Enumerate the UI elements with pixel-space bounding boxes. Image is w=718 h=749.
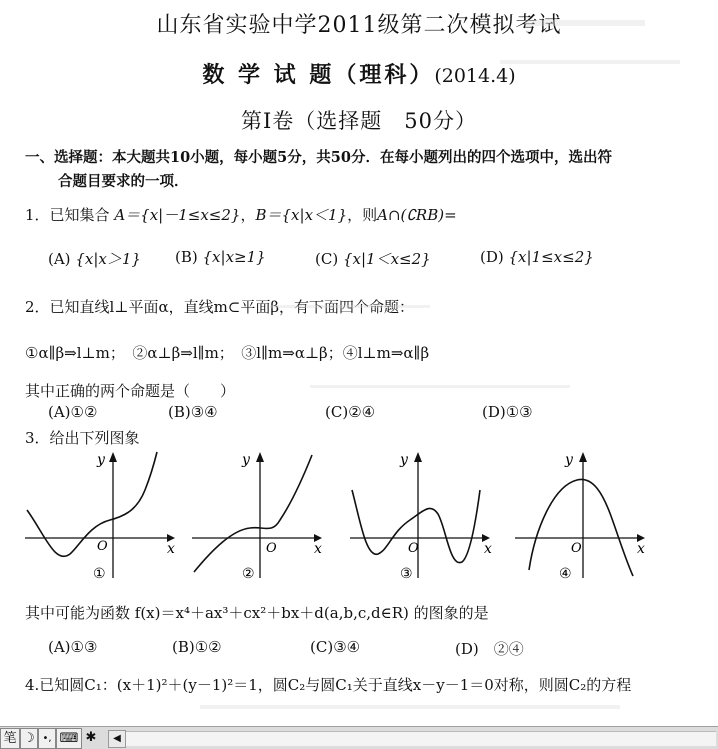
ime-mode-button[interactable]: 笔 xyxy=(0,728,20,749)
punctuation-icon[interactable]: •, xyxy=(38,728,56,749)
question-4-stem: 4.已知圆C₁：(x＋1)²＋(y－1)²＝1，圆C₂与圆C₁关于直线x－y－1＝0对称，则圆C₂的方程 xyxy=(25,676,632,694)
q1-option-c xyxy=(315,248,431,269)
scroll-left-button[interactable]: ◀ xyxy=(108,730,126,748)
graph-4-origin: O xyxy=(571,541,582,556)
q2-number: 2． xyxy=(25,298,50,316)
q2-option-b-label: (B) xyxy=(168,403,191,421)
q1-option-a xyxy=(48,248,141,269)
q3-graph-2 xyxy=(192,450,342,582)
q2-stem: 已知直线l⊥平面α，直线m⊂平面β，有下面四个命题： xyxy=(49,298,415,316)
exam-date: (2014.4) xyxy=(434,65,516,87)
q3-graphs xyxy=(20,450,700,590)
q1-option-b-text: {x|x≥1} xyxy=(202,248,266,266)
graph-4-x-label: x xyxy=(637,541,645,557)
keyboard-icon[interactable]: ⌨ xyxy=(56,728,82,749)
scan-noise xyxy=(310,385,570,388)
q2-option-a-text: ①② xyxy=(70,403,98,421)
q1-expression: A∩(∁RB)= xyxy=(377,206,457,224)
graph-1-y-label: y xyxy=(97,452,105,468)
q3-option-b-label: (B) xyxy=(172,638,195,656)
graph-3-svg xyxy=(350,450,500,582)
q1-set-b: B＝{x|x＜1} xyxy=(255,206,348,224)
q1-option-a-text: {x|x＞1} xyxy=(75,250,141,268)
horizontal-scrollbar-track[interactable] xyxy=(126,731,716,746)
graph-3-tag: ③ xyxy=(400,566,413,582)
q1-option-d xyxy=(480,248,594,266)
q3-option-d-text: ②④ xyxy=(493,640,524,658)
q1-option-b-label: (B) xyxy=(175,248,198,266)
q3-option-b-text: ①② xyxy=(194,638,222,656)
section-instruction-line1: 一、选择题：本大题共10小题，每小题5分，共50分．在每小题列出的四个选项中，选出符 xyxy=(25,149,612,166)
q3-option-d-label: (D) xyxy=(455,640,479,658)
graph-1-curve xyxy=(27,452,157,556)
graph-3-y-arrow xyxy=(414,452,422,462)
q3-option-a-text: ①③ xyxy=(70,638,98,656)
scan-noise xyxy=(500,60,680,64)
moon-icon[interactable]: ☽ xyxy=(20,728,38,749)
graph-3-origin: O xyxy=(408,541,419,556)
q2-option-d xyxy=(482,403,533,421)
graph-4-curve xyxy=(529,479,633,576)
school-title: 山东省实验中学2011级第二次模拟考试 xyxy=(156,13,562,38)
graph-2-y-arrow xyxy=(256,452,264,462)
q2-option-b-text: ③④ xyxy=(190,403,218,421)
scan-noise xyxy=(525,20,645,26)
q3-option-a xyxy=(48,638,97,656)
graph-1-tag: ① xyxy=(93,566,106,582)
q1-option-d-text: {x|1≤x≤2} xyxy=(508,248,594,266)
q1-option-b xyxy=(175,248,266,266)
graph-2-tag: ② xyxy=(242,566,255,582)
q1-option-c-text: {x|1＜x≤2} xyxy=(342,250,431,268)
graph-2-origin: O xyxy=(266,541,277,556)
graph-4-y-arrow xyxy=(579,452,587,462)
q3-option-c-text: ③④ xyxy=(333,638,361,656)
volume-title: 第Ⅰ卷（选择题 50分） xyxy=(240,109,478,133)
q2-option-c-text: ②④ xyxy=(348,403,376,421)
question-3-stem xyxy=(25,427,140,448)
graph-1-origin: O xyxy=(97,539,108,554)
graph-4-y-label: y xyxy=(565,452,573,468)
q3-option-c xyxy=(310,638,360,656)
q2-question: 其中正确的两个命题是（ ） xyxy=(25,382,236,400)
graph-2-y-label: y xyxy=(242,452,250,468)
graph-4-tag: ④ xyxy=(559,566,572,582)
section-instruction-line2: 合题目要求的一项． xyxy=(58,173,189,190)
graph-1-y-arrow xyxy=(109,452,117,462)
q2-option-d-text: ①③ xyxy=(505,403,533,421)
q1-comma: ， xyxy=(240,206,256,224)
q3-stem: 给出下列图象 xyxy=(49,429,140,447)
q2-option-a xyxy=(48,403,97,421)
q1-then: ，则 xyxy=(347,206,378,224)
graph-2-curve xyxy=(194,455,312,572)
q3-option-c-label: (C) xyxy=(310,638,334,656)
q2-option-a-label: (A) xyxy=(48,403,71,421)
subject-name: 数 学 试 题（理科） xyxy=(202,62,435,88)
graph-1-svg xyxy=(25,450,175,582)
graph-1-x-label: x xyxy=(167,541,175,557)
q3-number: 3． xyxy=(25,429,50,447)
q3-graph-4 xyxy=(515,450,665,582)
q1-set-a: A＝{x|－1≤x≤2} xyxy=(114,206,241,224)
q2-option-d-label: (D) xyxy=(482,403,506,421)
q2-option-c-label: (C) xyxy=(325,403,349,421)
q1-number: 1． xyxy=(25,206,50,224)
q3-question: 其中可能为函数 f(x)＝x⁴＋ax³＋cx²＋bx＋d(a,b,c,d∈R) 的图象的是 xyxy=(25,604,489,622)
question-1-stem xyxy=(25,204,457,225)
graph-4-svg xyxy=(515,450,665,582)
graph-2-svg xyxy=(192,450,342,582)
q3-option-b xyxy=(172,638,222,656)
q2-propositions: ①α∥β⇒l⊥m； ②α⊥β⇒l∥m； ③l∥m⇒α⊥β；④l⊥m⇒α∥β xyxy=(25,344,430,362)
q1-option-a-label: (A) xyxy=(48,250,71,268)
q3-option-d xyxy=(455,638,524,659)
graph-2-x-label: x xyxy=(314,541,322,557)
scan-noise xyxy=(200,705,620,709)
graph-3-y-label: y xyxy=(400,452,408,468)
ime-toolbar xyxy=(0,726,718,749)
q3-graph-1 xyxy=(25,450,175,582)
q3-graph-3 xyxy=(350,450,500,582)
q1-option-c-label: (C) xyxy=(315,250,339,268)
graph-3-x-label: x xyxy=(484,541,492,557)
q2-option-c xyxy=(325,403,375,421)
scan-noise xyxy=(270,305,430,308)
q1-stem: 已知集合 xyxy=(49,206,110,224)
q1-option-d-label: (D) xyxy=(480,248,504,266)
star-icon[interactable]: ✱ xyxy=(85,730,97,745)
q3-option-a-label: (A) xyxy=(48,638,71,656)
q2-option-b xyxy=(168,403,218,421)
